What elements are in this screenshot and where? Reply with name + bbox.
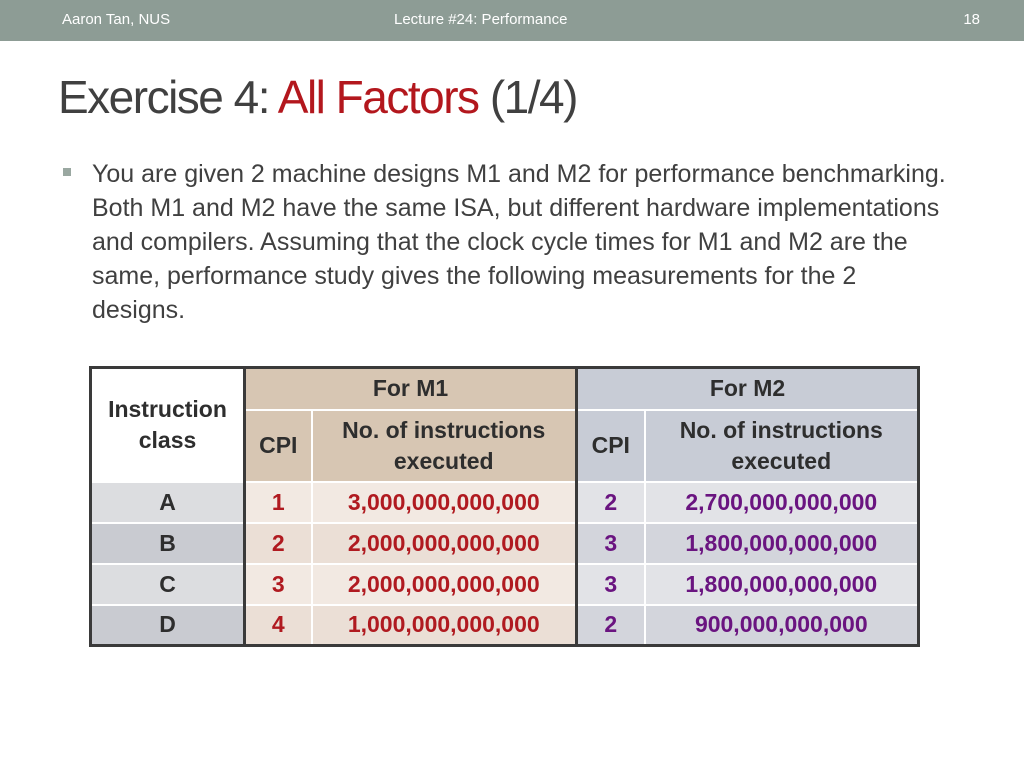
header-group-m1: For M1 <box>245 368 577 410</box>
measurements-table <box>89 366 920 647</box>
bullet-text: You are given 2 machine designs M1 and M2 for performance benchmarking. Both M1 and M2 have the same ISA, but different hardware implementations and compilers. Assuming that the clock cycle times for M1 and M2 are the same, performance study gives the following measurements for the 2 designs. <box>92 160 946 324</box>
m2-cpi-cell: 3 <box>577 564 645 605</box>
header-m2-cpi: CPI <box>577 410 645 482</box>
title-prefix: Exercise 4: <box>58 71 278 123</box>
header-author: Aaron Tan, NUS <box>62 11 171 28</box>
m2-count-cell: 2,700,000,000,000 <box>645 482 919 523</box>
slide-title <box>58 70 577 124</box>
m1-count-cell: 2,000,000,000,000 <box>312 564 577 605</box>
header-group-m2: For M2 <box>577 368 919 410</box>
header-m1-instructions: No. of instructions executed <box>312 410 577 482</box>
header-m2-instructions: No. of instructions executed <box>645 410 919 482</box>
m1-cpi-cell: 3 <box>245 564 312 605</box>
m1-cpi-cell: 1 <box>245 482 312 523</box>
table-row <box>91 564 919 605</box>
m2-count-cell: 900,000,000,000 <box>645 605 919 646</box>
m2-count-cell: 1,800,000,000,000 <box>645 564 919 605</box>
m1-count-cell: 1,000,000,000,000 <box>312 605 577 646</box>
m2-cpi-cell: 3 <box>577 523 645 564</box>
m1-count-cell: 3,000,000,000,000 <box>312 482 577 523</box>
header-bar <box>0 0 1024 41</box>
bullet-marker-icon <box>63 168 71 176</box>
m1-cpi-cell: 2 <box>245 523 312 564</box>
title-suffix: (1/4) <box>478 71 577 123</box>
row-class: C <box>91 564 245 605</box>
row-class: A <box>91 482 245 523</box>
table-row <box>91 605 919 646</box>
table-row <box>91 482 919 523</box>
m2-cpi-cell: 2 <box>577 605 645 646</box>
m1-count-cell: 2,000,000,000,000 <box>312 523 577 564</box>
m2-cpi-cell: 2 <box>577 482 645 523</box>
row-class: B <box>91 523 245 564</box>
header-instruction-class: Instruction class <box>91 368 245 482</box>
header-lecture: Lecture #24: Performance <box>394 11 568 28</box>
title-accent: All Factors <box>277 71 479 123</box>
m2-count-cell: 1,800,000,000,000 <box>645 523 919 564</box>
header-page-number: 18 <box>963 11 980 28</box>
header-m1-cpi: CPI <box>245 410 312 482</box>
table-row <box>91 523 919 564</box>
m1-cpi-cell: 4 <box>245 605 312 646</box>
row-class: D <box>91 605 245 646</box>
